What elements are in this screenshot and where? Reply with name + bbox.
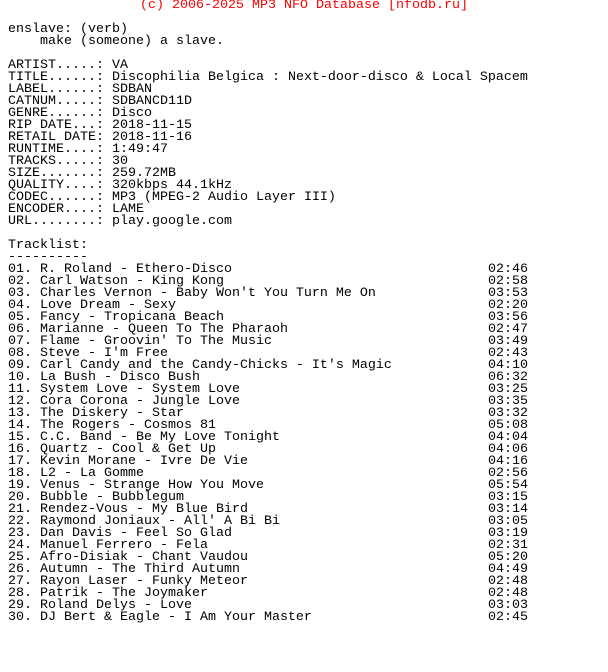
info-value: Discophilia Belgica : Next-door-disco & Local Spacem [111,70,528,85]
track-title: 24. Manuel Ferrero - Fela [8,538,208,553]
info-value: play.google.com [111,214,232,229]
track-title: 23. Dan Davis - Feel So Glad [8,526,232,541]
track-time: 02:43 [488,346,528,361]
track-title: 26. Autumn - The Third Autumn [8,562,240,577]
definition-word: enslave: (verb) [8,22,128,37]
info-value: 30 [111,154,128,169]
track-title: 10. La Bush - Disco Bush [8,370,200,385]
track-title: 21. Rendez-Vous - My Blue Bird [8,502,248,517]
track-title: 11. System Love - System Love [8,382,240,397]
info-key: QUALITY....: [8,178,104,193]
info-key: TITLE......: [8,70,104,85]
track-title: 12. Cora Corona - Jungle Love [8,394,240,409]
track-time: 02:45 [488,610,528,625]
track-row [8,612,608,624]
track-title: 05. Fancy - Tropicana Beach [8,310,224,325]
info-value: SDBANCD11D [111,94,192,109]
track-title: 17. Kevin Morane - Ivre De Vie [8,454,248,469]
info-key: GENRE......: [8,106,104,121]
track-time: 03:49 [488,334,528,349]
track-time: 03:05 [488,514,528,529]
track-title: 29. Roland Delys - Love [8,598,192,613]
track-time: 06:32 [488,370,528,385]
info-value: 320kbps 44.1kHz [111,178,232,193]
track-time: 03:25 [488,382,528,397]
info-key: SIZE.......: [8,166,104,181]
track-title: 07. Flame - Groovin' To The Music [8,334,272,349]
track-title: 18. L2 - La Gomme [8,466,144,481]
info-value: 2018-11-15 [111,118,192,133]
info-value: VA [111,58,128,73]
track-time: 02:56 [488,466,528,481]
track-time: 03:15 [488,490,528,505]
track-time: 04:06 [488,442,528,457]
track-time: 03:56 [488,310,528,325]
track-title: 22. Raymond Joniaux - All' A Bi Bi [8,514,280,529]
info-value: 1:49:47 [111,142,168,157]
info-key: CODEC......: [8,190,104,205]
track-time: 02:47 [488,322,528,337]
info-value: SDBAN [111,82,152,97]
track-time: 02:46 [488,262,528,277]
track-time: 04:04 [488,430,528,445]
track-title: 27. Rayon Laser - Funky Meteor [8,574,248,589]
track-time: 03:32 [488,406,528,421]
info-value: MP3 (MPEG-2 Audio Layer III) [111,190,336,205]
track-title: 06. Marianne - Queen To The Pharaoh [8,322,288,337]
track-title: 25. Afro-Disiak - Chant Vaudou [8,550,248,565]
track-time: 03:53 [488,286,528,301]
info-key: RUNTIME....: [8,142,104,157]
track-title: 08. Steve - I'm Free [8,346,168,361]
track-time: 02:48 [488,586,528,601]
info-row [8,216,608,228]
release-info [8,60,608,228]
track-time: 04:10 [488,358,528,373]
track-time: 05:20 [488,550,528,565]
info-key: ARTIST.....: [8,58,104,73]
info-value: 2018-11-16 [111,130,192,145]
info-value: LAME [111,202,144,217]
track-time: 05:54 [488,478,528,493]
track-title: 01. R. Roland - Ethero-Disco [8,262,232,277]
track-title: 14. The Rogers - Cosmos 81 [8,418,216,433]
track-title: 13. The Diskery - Star [8,406,184,421]
track-time: 03:14 [488,502,528,517]
info-key: TRACKS.....: [8,154,104,169]
definition-meaning: make (someone) a slave. [40,34,224,49]
track-time: 03:19 [488,526,528,541]
track-title: 04. Love Dream - Sexy [8,298,176,313]
track-time: 02:48 [488,574,528,589]
track-title: 03. Charles Vernon - Baby Won't You Turn Me On [8,286,376,301]
track-title: 16. Quartz - Cool & Get Up [8,442,216,457]
track-title: 02. Carl Watson - King Kong [8,274,224,289]
info-key: RETAIL DATE: [8,130,104,145]
track-time: 02:31 [488,538,528,553]
track-time: 04:49 [488,562,528,577]
track-time: 02:58 [488,274,528,289]
track-title: 28. Patrik - The Joymaker [8,586,208,601]
tracklist [8,264,608,624]
tracklist-heading: Tracklist: [8,238,88,253]
track-title: 20. Bubble - Bubblegum [8,490,184,505]
track-time: 03:35 [488,394,528,409]
info-value: 259.72MB [111,166,176,181]
info-key: LABEL......: [8,82,104,97]
track-time: 04:16 [488,454,528,469]
info-key: CATNUM.....: [8,94,104,109]
track-time: 05:08 [488,418,528,433]
track-time: 02:20 [488,298,528,313]
info-key: RIP DATE...: [8,118,104,133]
track-title: 30. DJ Bert & Eagle - I Am Your Master [8,610,312,625]
info-key: ENCODER....: [8,202,104,217]
track-title: 15. C.C. Band - Be My Love Tonight [8,430,280,445]
tracklist-rule: ---------- [8,250,88,265]
track-title: 19. Venus - Strange How You Move [8,478,264,493]
copyright-header: (c) 2006-2025 MP3 NFO Database [nfodb.ru] [140,0,468,13]
info-value: Disco [111,106,152,121]
info-key: URL........: [8,214,104,229]
track-title: 09. Carl Candy and the Candy-Chicks - It's Magic [8,358,392,373]
track-time: 03:03 [488,598,528,613]
